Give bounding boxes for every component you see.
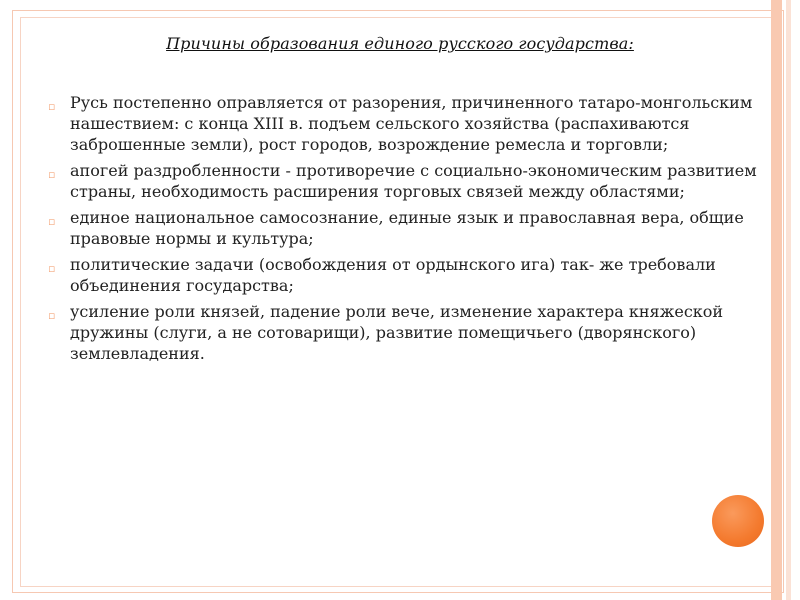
bullet-item-5 [48,301,763,364]
slide-title: Причины образования единого русского государства: [166,34,634,53]
decorative-stripe-light [786,0,791,600]
bullet-text: Русь постепенно оправляется от разорения, причиненного татаро-монгольским нашествием: с конца XIII в. подъем сельского хозяйства (распахиваются заброшенные земли), рост городов, возрождение ремесла и торговли; [70,93,753,154]
bullet-text: единое национальное самосознание, единые язык и православная вера, общие правовые нормы и культура; [70,208,744,248]
bullet-item-2 [48,160,763,202]
square-bullet-icon: ▫ [48,262,56,275]
bullet-item-1 [48,92,763,155]
square-bullet-icon: ▫ [48,215,56,228]
bullet-item-3 [48,207,763,249]
square-bullet-icon: ▫ [48,168,56,181]
bullet-item-4 [48,254,763,296]
bullet-text: политические задачи (освобождения от ордынского ига) так- же требовали объединения государства; [70,255,716,295]
square-bullet-icon: ▫ [48,100,56,113]
bullet-list [48,92,763,369]
bullet-text: усиление роли князей, падение роли вече, изменение характера княжеской дружины (слуги, а не сотоварищи), развитие помещичьего (дворянского) землевладения. [70,302,724,363]
decorative-orange-circle [712,495,764,547]
decorative-stripe [771,0,782,600]
bullet-text: апогей раздробленности - противоречие с социально-экономическим развитием страны, необходимость расширения торговых связей между областями; [70,161,757,201]
square-bullet-icon: ▫ [48,309,56,322]
